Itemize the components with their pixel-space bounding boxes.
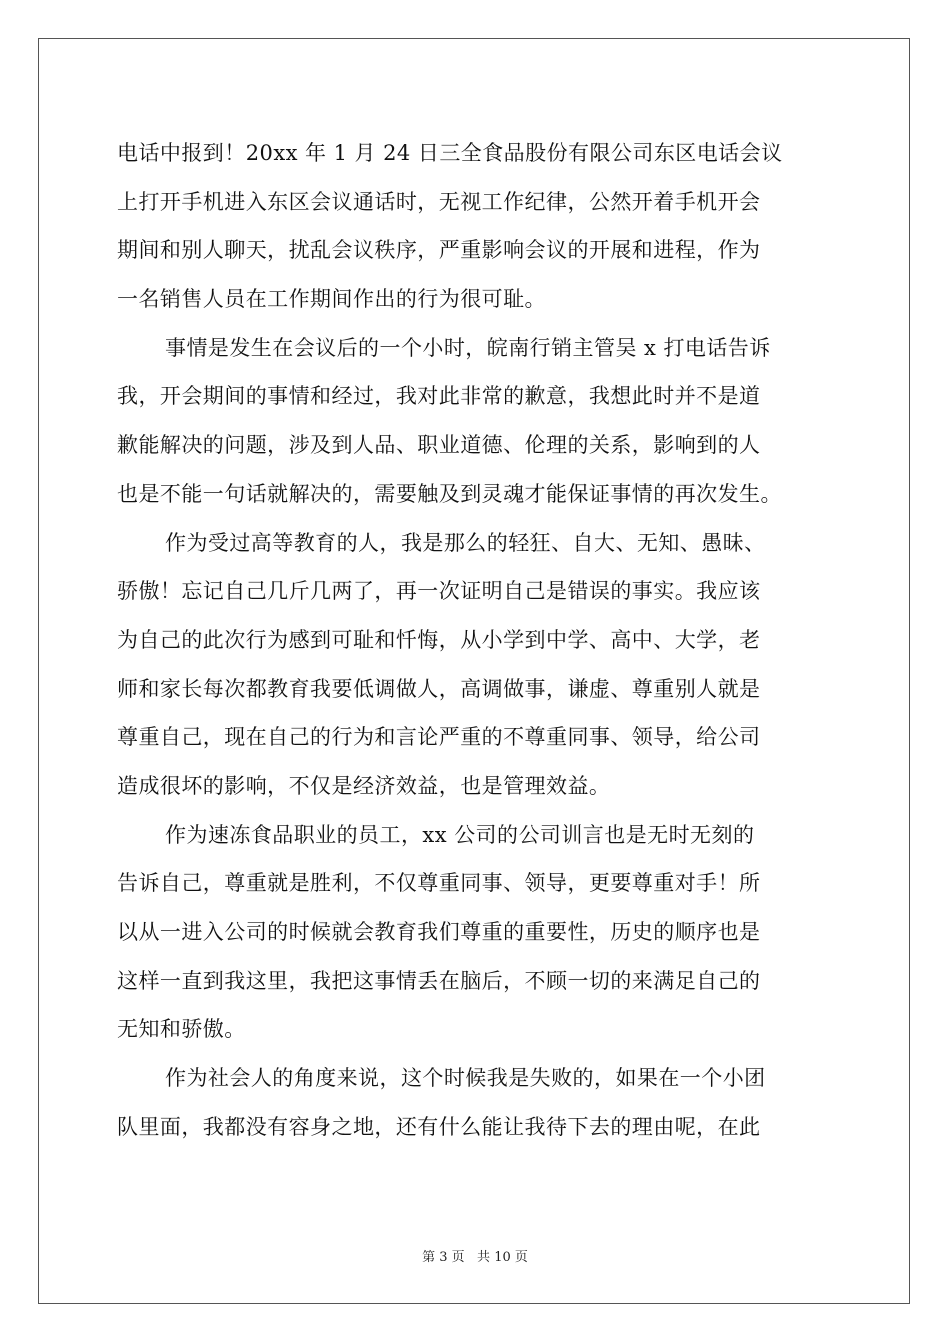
text-line: 骄傲！忘记自己几斤几两了，再一次证明自己是错误的事实。我应该: [117, 579, 761, 604]
text-line: 队里面，我都没有容身之地，还有什么能让我待下去的理由呢，在此: [117, 1114, 761, 1139]
paragraph: [117, 519, 833, 811]
text-line: 尊重自己，现在自己的行为和言论严重的不尊重同事、领导，给公司: [117, 725, 761, 750]
text-line: 作为受过高等教育的人，我是那么的轻狂、自大、无知、愚昧、: [165, 530, 766, 555]
text-line: 我，开会期间的事情和经过，我对此非常的歉意，我想此时并不是道: [117, 384, 761, 409]
text-line: 为自己的此次行为感到可耻和忏悔，从小学到中学、高中、大学，老: [117, 627, 761, 652]
text-line: 造成很坏的影响，不仅是经济效益，也是管理效益。: [117, 773, 611, 798]
text-line: 作为速冻食品职业的员工，xx 公司的公司训言也是无时无刻的: [165, 822, 755, 847]
text-line: 事情是发生在会议后的一个小时，皖南行销主管吴 x 打电话告诉: [165, 335, 771, 360]
text-line: 师和家长每次都教育我要低调做人，高调做事，谦虚、尊重别人就是: [117, 676, 761, 701]
text-line: 这样一直到我这里，我把这事情丢在脑后，不顾一切的来满足自己的: [117, 968, 761, 993]
paragraph: [117, 811, 833, 1054]
text-line: 上打开手机进入东区会议通话时，无视工作纪律，公然开着手机开会: [117, 189, 761, 214]
page-footer: 第 3 页 共 10 页: [422, 1250, 528, 1265]
paragraph: [117, 129, 833, 324]
text-line: 以从一进入公司的时候就会教育我们尊重的重要性，历史的顺序也是: [117, 920, 761, 944]
text-line: 期间和别人聊天，扰乱会议秩序，严重影响会议的开展和进程，作为: [117, 238, 761, 263]
text-line: 也是不能一句话就解决的，需要触及到灵魂才能保证事情的再次发生。: [117, 481, 782, 506]
text-line: 告诉自己，尊重就是胜利，不仅尊重同事、领导，更要尊重对手！所: [117, 871, 761, 896]
text-line: 电话中报到！20xx 年 1 月 24 日三全食品股份有限公司东区电话会议: [117, 141, 783, 165]
text-line: 一名销售人员在工作期间作出的行为很可耻。: [117, 287, 546, 312]
paragraph: [117, 1054, 833, 1151]
paragraph: [117, 324, 833, 519]
text-line: 作为社会人的角度来说，这个时候我是失败的，如果在一个小团: [165, 1066, 766, 1091]
text-line: 无知和骄傲。: [117, 1017, 246, 1042]
text-line: 歉能解决的问题，涉及到人品、职业道德、伦理的关系，影响到的人: [117, 433, 761, 458]
document-body: [117, 129, 833, 1151]
